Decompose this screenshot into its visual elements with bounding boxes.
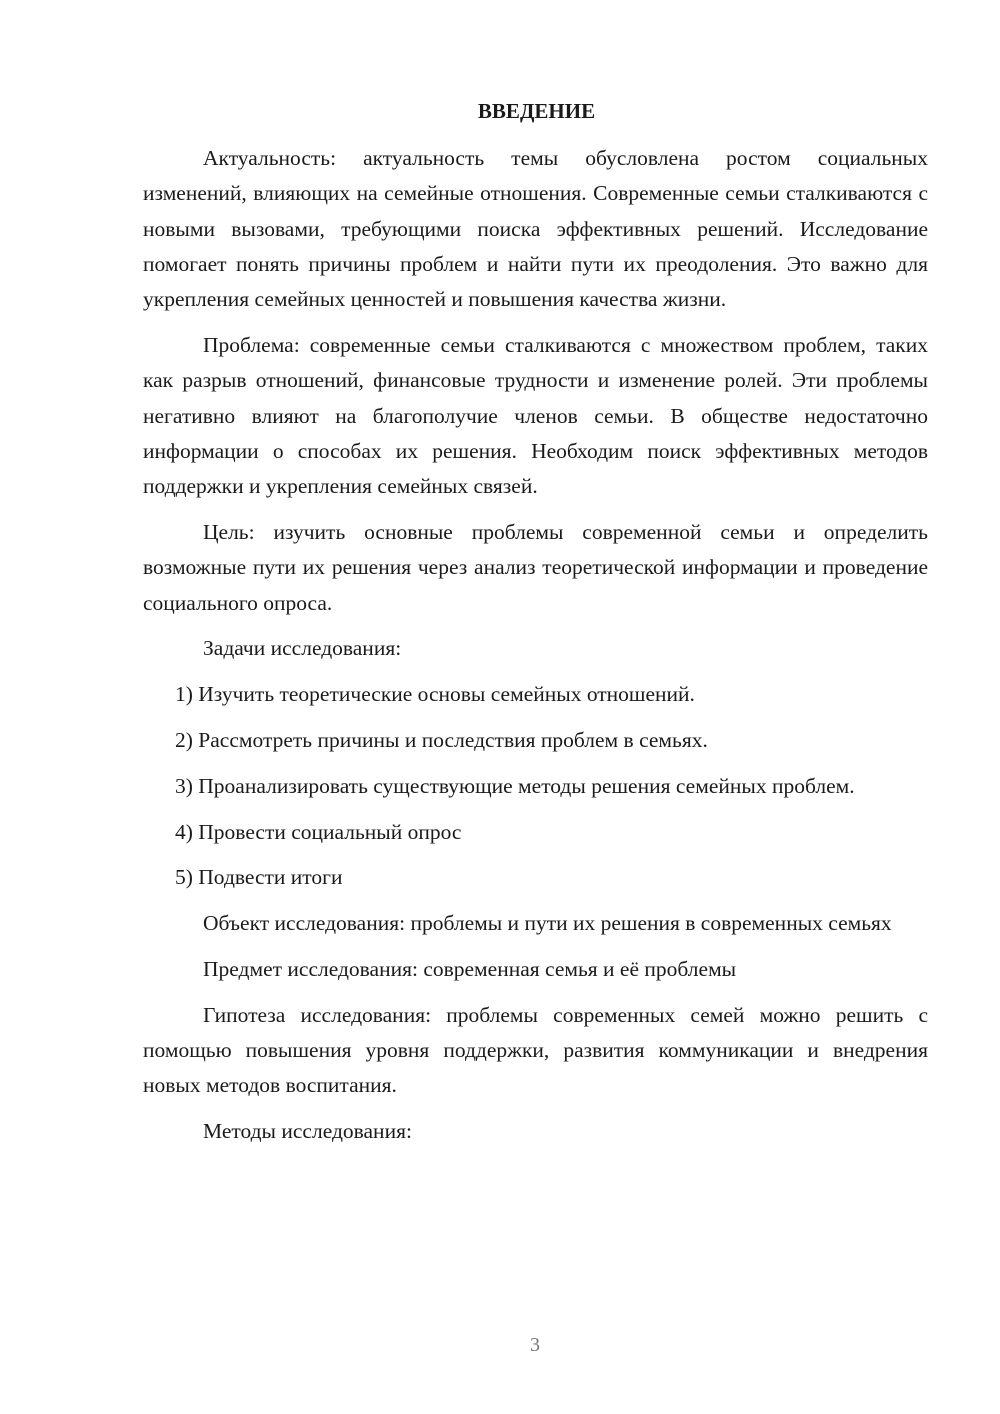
problem-paragraph: Проблема: современные семьи сталкиваются с множеством проблем, таких как разрыв отношений, финансовые трудности и изменение ролей. Эти проблемы негативно влияют на благополучие членов семьи. В обществе недостаточно информации о способах их решения. Необходим поиск эффективных методов поддержки и укрепления семейных связей.: [143, 332, 928, 499]
relevance-paragraph: Актуальность: актуальность темы обусловлена ростом социальных изменений, влияющих на семейные отношения. Современные семьи сталкиваются с новыми вызовами, требующими поиска эффективных решений. Исследование помогает понять причины проблем и найти пути их преодоления. Это важно для укрепления семейных ценностей и повышения качества жизни.: [143, 146, 928, 312]
task-item-4: 4) Провести социальный опрос: [175, 819, 462, 844]
section-title: ВВЕДЕНИЕ: [477, 99, 596, 123]
task-item-2: 2) Рассмотреть причины и последствия проблем в семьях.: [175, 727, 708, 752]
goal-paragraph: Цель: изучить основные проблемы современной семьи и определить возможные пути их решения через анализ теоретической информации и проведение социального опроса.: [143, 519, 928, 615]
hypothesis-paragraph: Гипотеза исследования: проблемы современных семей можно решить с помощью повышения уровня поддержки, развития коммуникации и внедрения новых методов воспитания.: [143, 1002, 928, 1098]
tasks-heading: Задачи исследования:: [203, 636, 402, 661]
subject-paragraph: Предмет исследования: современная семья и её проблемы: [203, 956, 737, 981]
task-item-5: 5) Подвести итоги: [175, 865, 343, 890]
object-paragraph: Объект исследования: проблемы и пути их решения в современных семьях: [203, 911, 892, 936]
task-item-3: 3) Проанализировать существующие методы решения семейных проблем.: [175, 773, 855, 798]
methods-heading: Методы исследования:: [203, 1119, 412, 1144]
document-page: [143, 94, 928, 1149]
page-number: 3: [530, 1334, 540, 1356]
task-item-1: 1) Изучить теоретические основы семейных отношений.: [175, 682, 695, 707]
